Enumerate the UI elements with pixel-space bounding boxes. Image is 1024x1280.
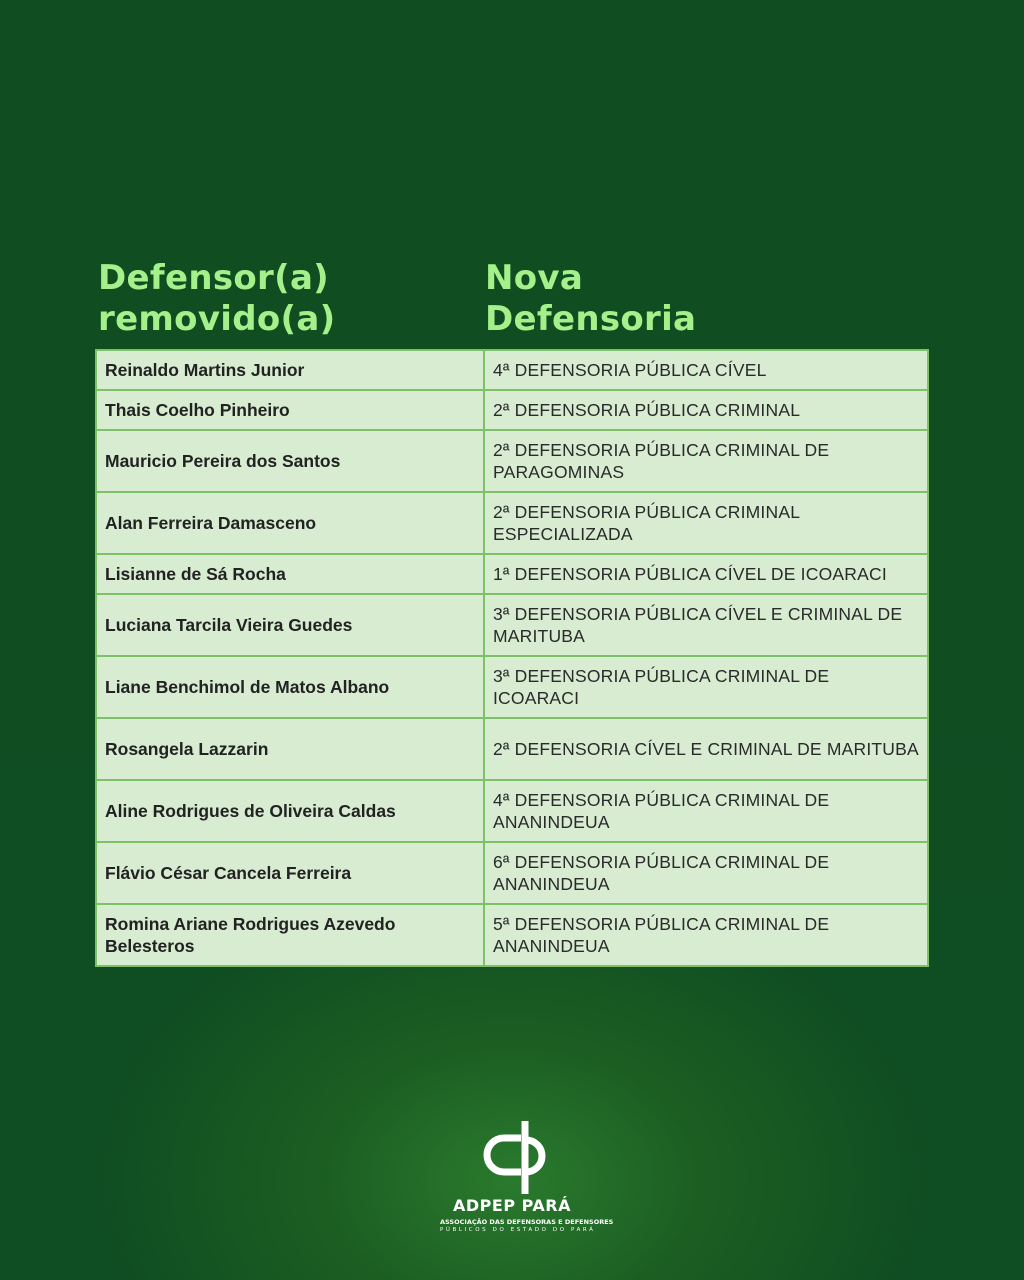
logo-name: ADPEP PARÁ <box>453 1196 571 1215</box>
nova-defensoria: 3ª DEFENSORIA PÚBLICA CRIMINAL DE ICOARACI <box>484 656 928 718</box>
header-defensor-line1: Defensor(a) <box>98 258 330 298</box>
defensor-name: Mauricio Pereira dos Santos <box>96 430 484 492</box>
table-row <box>96 842 928 904</box>
defensor-name: Liane Benchimol de Matos Albano <box>96 656 484 718</box>
removals-table <box>95 349 929 967</box>
logo-subtitle-line1: ASSOCIAÇÃO DAS DEFENSORAS E DEFENSORES <box>440 1218 614 1226</box>
table-row <box>96 554 928 594</box>
adpep-emblem-icon <box>464 1118 560 1194</box>
table-row <box>96 904 928 966</box>
defensor-name: Lisianne de Sá Rocha <box>96 554 484 594</box>
logo-subtitle-line2: PÚBLICOS DO ESTADO DO PARÁ <box>440 1227 596 1233</box>
nova-defensoria: 2ª DEFENSORIA CÍVEL E CRIMINAL DE MARITUBA <box>484 718 928 780</box>
nova-defensoria: 1ª DEFENSORIA PÚBLICA CÍVEL DE ICOARACI <box>484 554 928 594</box>
header-nova-line1: Nova <box>485 258 584 298</box>
table-row <box>96 594 928 656</box>
nova-defensoria: 4ª DEFENSORIA PÚBLICA CRIMINAL DE ANANINDEUA <box>484 780 928 842</box>
nova-defensoria: 6ª DEFENSORIA PÚBLICA CRIMINAL DE ANANINDEUA <box>484 842 928 904</box>
defensor-name: Flávio César Cancela Ferreira <box>96 842 484 904</box>
nova-defensoria: 2ª DEFENSORIA PÚBLICA CRIMINAL DE PARAGOMINAS <box>484 430 928 492</box>
nova-defensoria: 5ª DEFENSORIA PÚBLICA CRIMINAL DE ANANINDEUA <box>484 904 928 966</box>
table-row <box>96 492 928 554</box>
defensor-name: Aline Rodrigues de Oliveira Caldas <box>96 780 484 842</box>
defensor-name: Thais Coelho Pinheiro <box>96 390 484 430</box>
nova-defensoria: 2ª DEFENSORIA PÚBLICA CRIMINAL <box>484 390 928 430</box>
defensor-name: Alan Ferreira Damasceno <box>96 492 484 554</box>
adpep-logo <box>440 1118 614 1238</box>
table-row <box>96 656 928 718</box>
defensor-name: Reinaldo Martins Junior <box>96 350 484 390</box>
table-row <box>96 718 928 780</box>
nova-defensoria: 3ª DEFENSORIA PÚBLICA CÍVEL E CRIMINAL DE MARITUBA <box>484 594 928 656</box>
header-nova-line2: Defensoria <box>485 299 697 339</box>
table-row <box>96 350 928 390</box>
header-defensor-line2: removido(a) <box>98 299 336 339</box>
table-row <box>96 390 928 430</box>
table-headers <box>98 258 928 338</box>
defensor-name: Romina Ariane Rodrigues Azevedo Belesteros <box>96 904 484 966</box>
header-defensor <box>98 258 335 340</box>
nova-defensoria: 2ª DEFENSORIA PÚBLICA CRIMINAL ESPECIALIZADA <box>484 492 928 554</box>
defensor-name: Luciana Tarcila Vieira Guedes <box>96 594 484 656</box>
header-nova-defensoria <box>485 258 696 340</box>
table-row <box>96 780 928 842</box>
table-row <box>96 430 928 492</box>
nova-defensoria: 4ª DEFENSORIA PÚBLICA CÍVEL <box>484 350 928 390</box>
defensor-name: Rosangela Lazzarin <box>96 718 484 780</box>
